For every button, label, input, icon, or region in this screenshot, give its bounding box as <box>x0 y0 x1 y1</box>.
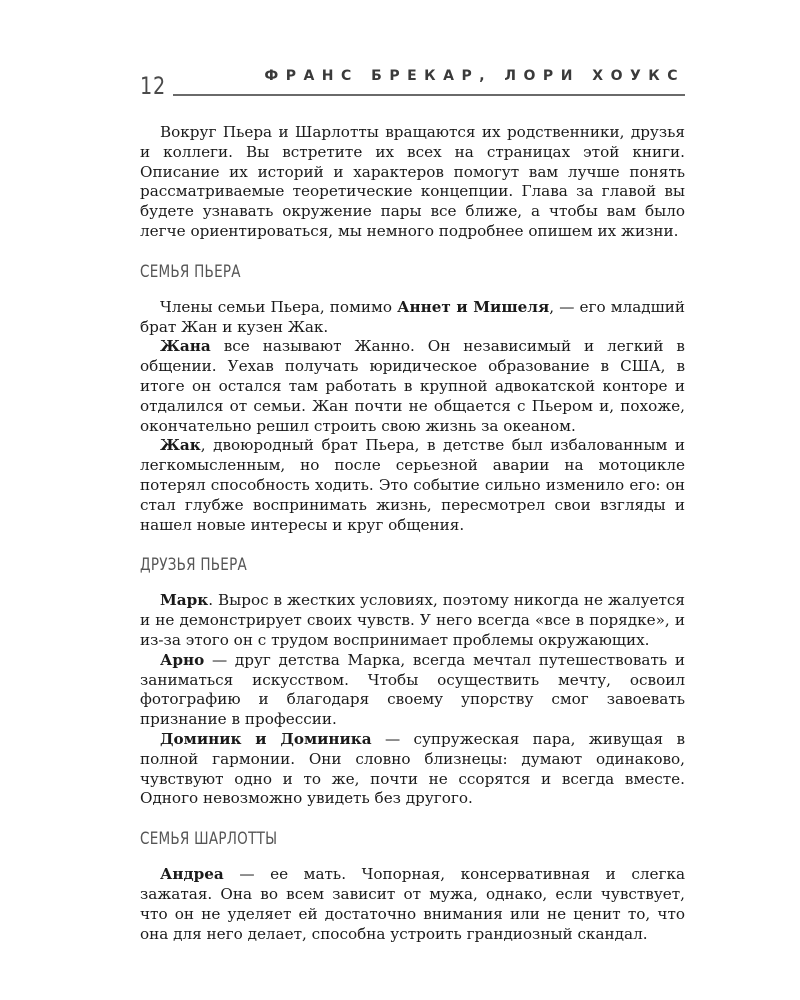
paragraph-marc <box>140 591 685 650</box>
bold-name: Андреа <box>160 865 224 884</box>
bold-name: Доминик и Доминика <box>160 729 372 748</box>
paragraph-text: все называют Жанно. Он независимый и легкий в общении. Уехав получать юридическое образование в США, в итоге он остался там работать в крупной адвокатской конторе и отдалился от семьи. Жан почти не общается с Пьером и, похоже, окончательно решил строить свою жизнь за океаном. <box>140 337 685 435</box>
bold-name: Жак <box>160 436 201 455</box>
paragraph-text: , — его младший брат Жан и кузен Жак. <box>140 297 686 336</box>
bold-name: Арно <box>160 650 205 669</box>
paragraph-jacques <box>140 436 685 535</box>
paragraph-text: — супружеская пара, живущая в полной гармонии. Они словно близнецы: думают одинаково, чувствуют одно и то же, почти не ссорятся и всегда вместе. Одного невозможно увидеть без другого. <box>140 729 686 808</box>
section-heading-pierre-family: СЕМЬЯ ПЬЕРА <box>140 261 241 281</box>
running-title: ФРАНС БРЕКАР, ЛОРИ ХОУКС <box>264 68 685 84</box>
intro-paragraph: Вокруг Пьера и Шарлотты вращаются их родственники, друзья и коллеги. Вы встретите их всех на страницах этой книги. Описание их историй и характеров помогут вам лучше понять рассматриваемые теоретические концепции. Глава за главой вы будете узнавать окружение пары все ближе, а чтобы вам было легче ориентироваться, мы немного подробнее опишем их жизни. <box>140 123 685 240</box>
paragraph-text: . Вырос в жестких условиях, поэтому никогда не жалуется и не демонстрирует своих чувств. У него всегда «все в порядке», и из-за этого он с трудом воспринимает проблемы окружающих. <box>140 591 685 649</box>
paragraph-jean <box>140 337 685 436</box>
paragraph-text: — друг детства Марка, всегда мечтал путешествовать и заниматься искусством. Чтобы осуществить мечту, освоил фотографию и благодаря своему упорству смог завоевать признание в профессии. <box>140 650 685 729</box>
bold-name: Аннет и Мишеля <box>397 297 550 316</box>
paragraph-text: Члены семьи Пьера, помимо <box>160 297 398 316</box>
paragraph-arnaud <box>140 651 685 730</box>
bold-name: Марк <box>160 591 209 610</box>
paragraph-dominique <box>140 730 685 809</box>
section-heading-charlotte-family: СЕМЬЯ ШАРЛОТТЫ <box>140 829 278 849</box>
paragraph-family-members <box>140 298 685 338</box>
page-number: 12 <box>140 72 167 100</box>
header-rule <box>173 94 685 96</box>
paragraph-andrea <box>140 865 685 944</box>
running-header <box>140 66 685 100</box>
paragraph-text: — ее мать. Чопорная, консервативная и слегка зажатая. Она во всем зависит от мужа, однако, если чувствует, что он не уделяет ей достаточно внимания или не ценит то, что она для него делает, способна устроить грандиозный скандал. <box>140 865 685 943</box>
page-body <box>140 123 685 944</box>
section-heading-pierre-friends: ДРУЗЬЯ ПЬЕРА <box>140 555 248 575</box>
bold-name: Жана <box>160 337 211 356</box>
paragraph-text: , двоюродный брат Пьера, в детстве был избалованным и легкомысленным, но после серьезной аварии на мотоцикле потерял способность ходить. Это событие сильно изменило его: он стал глубже воспринимать жизнь, пересмотрел свои взгляды и нашел новые интересы и круг общения. <box>140 436 685 534</box>
